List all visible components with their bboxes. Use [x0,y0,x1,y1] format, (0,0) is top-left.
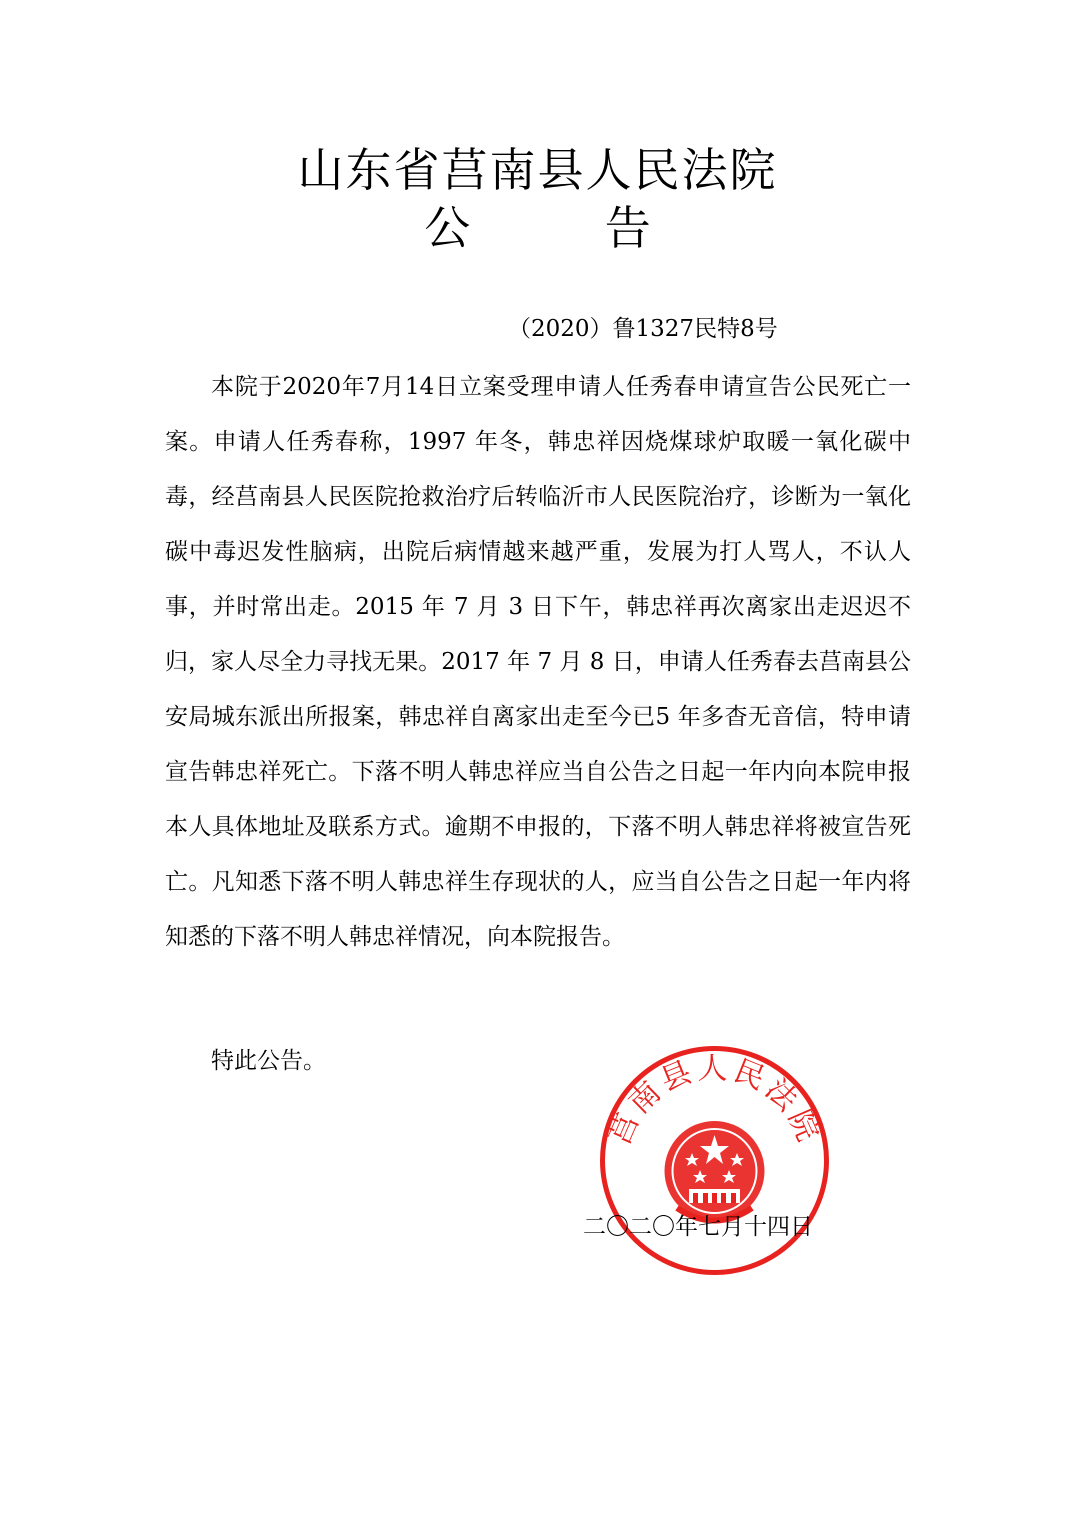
case-number: （2020）鲁1327民特8号 [508,316,778,342]
national-emblem-icon [665,1121,765,1221]
court-seal-stamp [597,1043,832,1278]
notice-heading: 公 告 [424,201,711,255]
svg-text:莒南县人民法院: 莒南县人民法院 [602,1051,827,1150]
notice-date: 二〇二〇年七月十四日 [583,1214,813,1240]
closing-statement: 特此公告。 [211,1048,326,1074]
court-name-title: 山东省莒南县人民法院 [297,143,778,197]
notice-body-paragraph: 本院于2020年7月14日立案受理申请人任秀春申请宣告公民死亡一案。申请人任秀春称，1997 年冬，韩忠祥因烧煤球炉取暖一氧化碳中毒，经莒南县人民医院抢救治疗后转临沂市人民医院治疗，诊断为一氧化碳中毒迟发性脑病，出院后病情越来越严重，发展为打人骂人，不认人事，并时常出走。2015 年 7 月 3 日下午，韩忠祥再次离家出走迟迟不归，家人尽全力寻找无果。2017 年 7 月 8 日，申请人任秀春去莒南县公安局城东派出所报案，韩忠祥自离家出走至今已5 年多杳无音信，特申请宣告韩忠祥死亡。下落不明人韩忠祥应当自公告之日起一年内向本院申报本人具体地址及联系方式。逾期不申报的，下落不明人韩忠祥将被宣告死亡。凡知悉下落不明人韩忠祥生存现状的人，应当自公告之日起一年内将知悉的下落不明人韩忠祥情况，向本院报告。 [165,374,911,950]
